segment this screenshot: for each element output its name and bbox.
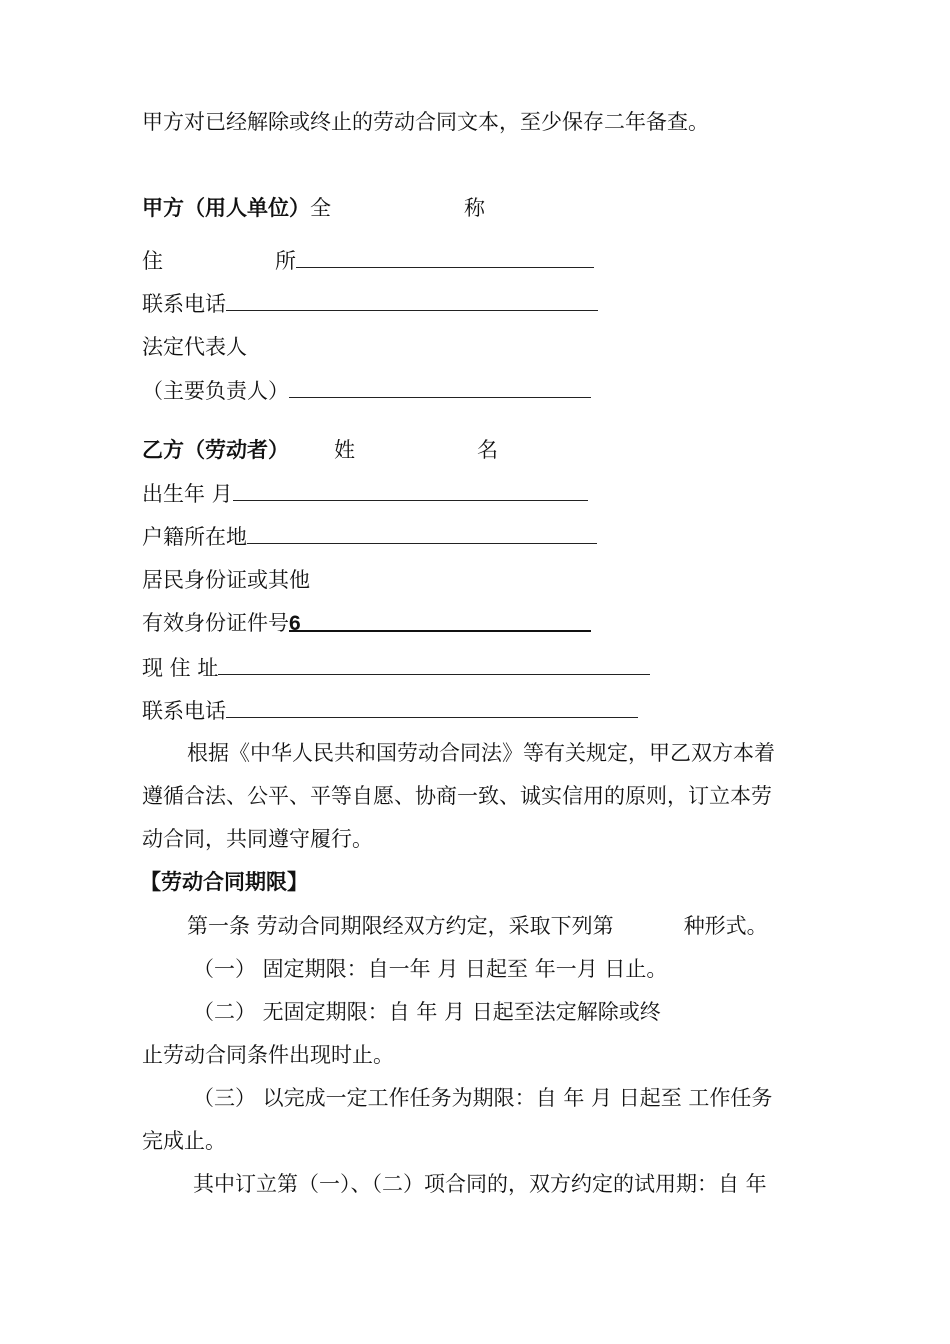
trial-period-line: 其中订立第（一）、（二）项合同的，双方约定的试用期：自 年 xyxy=(193,1172,767,1196)
party-a-rep-label: 法定代表人 xyxy=(142,335,247,359)
intro-line-1: 根据《中华人民共和国劳动合同法》等有关规定，甲乙双方本着 xyxy=(187,741,775,765)
party-b-id-label-2: 有效身份证件号 xyxy=(142,611,289,635)
party-b-heading: 乙方（劳动者） xyxy=(142,437,289,462)
party-a-phone-row xyxy=(142,288,598,319)
party-a-address-label-2: 所 xyxy=(275,249,296,273)
party-b-hukou-field[interactable] xyxy=(247,521,597,544)
party-a-phone-field[interactable] xyxy=(226,288,598,311)
party-a-address-label-1: 住 xyxy=(142,249,163,273)
intro-line-2: 遵循合法、公平、平等自愿、协商一致、诚实信用的原则，订立本劳 xyxy=(142,784,772,808)
party-a-address-row xyxy=(142,245,594,276)
party-b-phone-field[interactable] xyxy=(226,695,638,718)
party-b-birth-row xyxy=(142,478,588,509)
party-b-id-label-1: 居民身份证或其他 xyxy=(142,568,310,592)
intro-line-3: 动合同，共同遵守履行。 xyxy=(142,827,373,851)
party-a-rep-row xyxy=(142,375,591,406)
party-b-name-label-1: 姓 xyxy=(334,438,355,462)
party-b-address-row xyxy=(142,652,650,683)
article-1-item-1: （一） 固定期限：自一年 月 日起至 年一月 日止。 xyxy=(193,957,668,981)
party-b-hukou-row xyxy=(142,521,597,552)
party-a-rep-field[interactable] xyxy=(289,375,591,398)
article-1-text-b: 种形式。 xyxy=(683,914,768,938)
party-b-phone-row xyxy=(142,695,638,726)
party-b-id-field[interactable] xyxy=(289,608,591,635)
party-a-rep-label-2: （主要负责人） xyxy=(142,379,289,403)
party-a-name-label-1: 全 xyxy=(310,196,331,220)
article-1-item-3-line-1: （三） 以完成一定工作任务为期限：自 年 月 日起至 工作任务 xyxy=(193,1086,773,1110)
party-b-phone-label: 联系电话 xyxy=(142,699,226,723)
party-b-name-label-2: 名 xyxy=(477,438,498,462)
party-b-name-row xyxy=(142,435,498,465)
party-b-birth-label: 出生年 月 xyxy=(142,482,233,506)
party-a-heading: 甲方（用人单位） xyxy=(142,195,310,220)
article-1-item-2-line-2: 止劳动合同条件出现时止。 xyxy=(142,1043,394,1067)
section-title: 【劳动合同期限】 xyxy=(140,869,308,894)
article-1-row xyxy=(187,911,768,941)
party-b-hukou-label: 户籍所在地 xyxy=(142,525,247,549)
retention-paragraph: 甲方对已经解除或终止的劳动合同文本，至少保存二年备查。 xyxy=(142,110,709,134)
party-b-address-field[interactable] xyxy=(218,652,650,675)
article-1-item-3-line-2: 完成止。 xyxy=(142,1129,226,1153)
article-1-item-2-line-1: （二） 无固定期限：自 年 月 日起至法定解除或终 xyxy=(193,1000,661,1024)
party-b-birth-field[interactable] xyxy=(233,478,588,501)
party-a-phone-label: 联系电话 xyxy=(142,292,226,316)
party-a-name-label-2: 称 xyxy=(464,196,485,220)
party-b-id-row xyxy=(142,608,591,638)
party-b-id-value: 6 xyxy=(289,612,301,635)
party-a-address-field[interactable] xyxy=(296,245,594,268)
party-a-name-row xyxy=(142,193,485,223)
article-1-text-a: 第一条 劳动合同期限经双方约定，采取下列第 xyxy=(187,914,614,938)
party-b-address-label: 现 住 址 xyxy=(142,656,219,680)
